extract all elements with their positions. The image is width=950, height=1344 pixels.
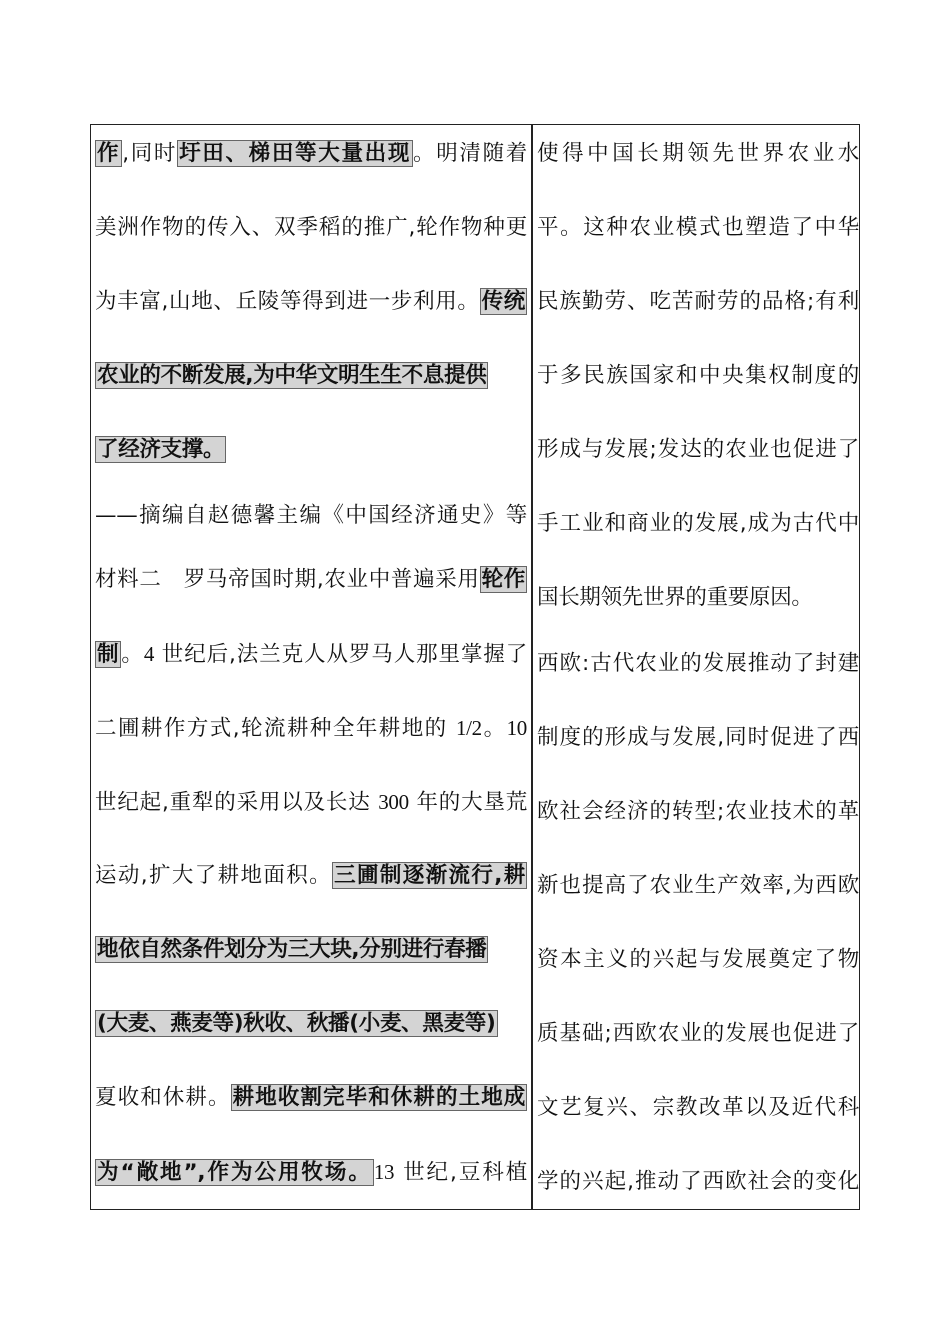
text-line: 国长期领先世界的重要原因。 [537, 585, 813, 610]
highlight: 农业的不断发展,为中华文明生生不息提供 [97, 363, 487, 388]
text-line: 文艺复兴、宗教改革以及近代科 [537, 1095, 859, 1120]
text-line: 制度的形成与发展,同时促进了西 [537, 725, 859, 750]
number: 10 [506, 716, 527, 740]
text-line [95, 1007, 527, 1041]
highlight: 圩田、梯田等大量出现 [179, 141, 412, 166]
text-line [95, 637, 527, 671]
highlight: 制 [97, 642, 120, 667]
source-citation: ——摘编自赵德馨主编《中国经济通史》等 [95, 503, 527, 528]
highlight: 地依自然条件划分为三大块,分别进行春播 [97, 937, 487, 962]
text-line [95, 1081, 527, 1115]
text-run: 二圃耕作方式,轮流耕种全年耕地的 [95, 716, 456, 741]
text-run: 世纪,豆科植 [394, 1160, 527, 1185]
number: 300 [378, 790, 409, 814]
text-run: 夏收和休耕。 [95, 1085, 231, 1110]
text-line [95, 711, 527, 745]
text-line: 平。这种农业模式也塑造了中华 [537, 215, 859, 240]
text-line [95, 285, 527, 319]
text-line [95, 359, 527, 393]
highlight: 耕地收割完毕和休耕的土地成 [232, 1085, 526, 1110]
text-line: 美洲作物的传入、双季稻的推广,轮作物种更 [95, 215, 527, 240]
text-line: 西欧:古代农业的发展推动了封建 [537, 651, 859, 676]
number: 13 [373, 1160, 395, 1184]
text-line [95, 433, 527, 467]
text-line [95, 563, 527, 597]
text-run: 运动,扩大了耕地面积。 [95, 863, 333, 888]
text-run: 。明清随着 [413, 141, 527, 166]
highlight: 传统 [481, 289, 526, 314]
text-line: 新也提高了农业生产效率,为西欧 [537, 873, 859, 898]
text-run: 世纪起,重犁的采用以及长达 [95, 790, 379, 815]
text-line [95, 137, 527, 171]
text-run: 。 [121, 642, 144, 667]
text-run: 年的大垦荒 [408, 790, 527, 815]
highlight: 了经济支撑。 [97, 437, 225, 462]
highlight: 为“敞地”,作为公用牧场。 [97, 1160, 372, 1185]
highlight: 作 [97, 141, 121, 166]
text-line: 于多民族国家和中央集权制度的 [537, 363, 859, 388]
text-line: 使得中国长期领先世界农业水 [537, 141, 859, 166]
text-line: 形成与发展;发达的农业也促进了 [537, 437, 859, 462]
text-run: ,同时 [122, 141, 178, 166]
text-line: 资本主义的兴起与发展奠定了物 [537, 947, 859, 972]
highlight: 轮作 [481, 567, 526, 592]
text-line: 质基础;西欧农业的发展也促进了 [537, 1021, 859, 1046]
content-table [90, 124, 860, 1210]
text-line: 民族勤劳、吃苦耐劳的品格;有利 [537, 289, 859, 314]
text-run: 材料二 罗马帝国时期,农业中普遍采用 [95, 567, 480, 592]
text-line [95, 933, 527, 967]
text-line: 手工业和商业的发展,成为古代中 [537, 511, 859, 536]
text-run: 世纪后,法兰克人从罗马人那里掌握了 [154, 642, 527, 667]
text-run: 为丰富,山地、丘陵等得到进一步利用。 [95, 289, 480, 314]
text-line [95, 859, 527, 893]
text-line [95, 1155, 527, 1189]
highlight: 三圃制逐渐流行,耕 [334, 863, 525, 888]
number: 4 [143, 642, 155, 666]
number: 1/2 [455, 716, 482, 740]
text-line: 学的兴起,推动了西欧社会的变化 [537, 1169, 859, 1194]
highlight: (大麦、燕麦等)秋收、秋播(小麦、黑麦等) [97, 1011, 496, 1036]
text-line: 欧社会经济的转型;农业技术的革 [537, 799, 859, 824]
text-run: 。 [481, 716, 507, 741]
text-line [95, 785, 527, 819]
column-divider [531, 125, 533, 1209]
